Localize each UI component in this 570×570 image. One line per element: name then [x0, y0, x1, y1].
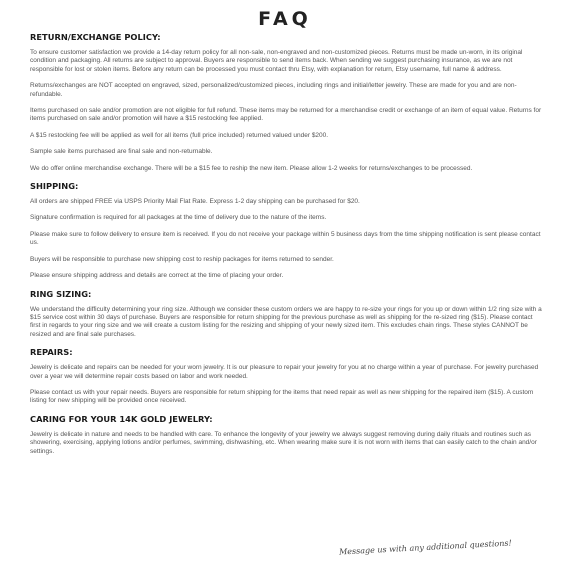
paragraph: Jewelry is delicate and repairs can be needed for your worn jewelry. It is our pleasure to repair your jewelry for you at no charge within a year of purchase. For jewelry purchased over a year we will determine repair costs based on labor and work needed. [30, 364, 539, 380]
paragraph: All orders are shipped FREE via USPS Priority Mail Flat Rate. Express 1-2 day shipping can be purchased for $20. [30, 198, 360, 206]
paragraph: Signature confirmation is required for all packages at the time of delivery due to the nature of the items. [30, 214, 327, 222]
page-title: FAQ [258, 8, 312, 30]
section-return-exchange [30, 32, 542, 173]
paragraph: A $15 restocking fee will be applied as well for all items (full price included) returned valued under $200. [30, 131, 329, 139]
section-heading: REPAIRS: [30, 347, 73, 358]
paragraph: Buyers will be responsible to purchase new shipping cost to reship packages for items returned to sender. [30, 255, 334, 263]
contact-signature: Message us with any additional questions! [339, 538, 513, 557]
paragraph: Please make sure to follow delivery to ensure item is received. If you do not receive your package within 5 business days from the time shipping notification is sent please contact us. [30, 230, 541, 247]
faq-content [30, 32, 542, 464]
paragraph: Jewelry is delicate in nature and needs to be handled with care. To enhance the longevity of your jewelry we always suggest removing during daily rituals and routines such as showering, exercising, applying lotions and/or perfumes, swimming, dishwashing, etc. When wearing make sure it is not worn with items that can easily catch to the chain and/or settings. [30, 430, 537, 455]
paragraph: Returns/exchanges are NOT accepted on engraved, sized, personalized/customized pieces, including rings and initial/letter jewelry. These are made for you and are non-refundable. [30, 82, 517, 98]
section-caring [30, 414, 542, 456]
paragraph: We understand the difficulty determining your ring size. Although we consider these custom orders we are happy to re-size your rings for you up or down within 1/2 ring size with a $15 service cost within 30 days of purchase. Buyers are responsible for return shipping for the previous purchase as well as shipping for the re-sized ring ($15). Please contact first in regards to your ring size and we will create a custom listing for the resizing and shipping of your newly sized item. This excludes chain rings. These styles CANNOT be resized and are final sale purchases. [30, 305, 542, 338]
paragraph: To ensure customer satisfaction we provide a 14-day return policy for all non-sale, non-engraved and non-customized pieces. Returns must be made un-worn, in its original condition and packaging. All returns are subject to approval. Buyers are responsible to send items back. When sending we suggest purchasing insurance, as we are not responsible for lost or stolen items. Before any return can be processed you must contact thru Etsy, with explanation for return, Etsy username, full name & address. [30, 49, 523, 73]
paragraph: We do offer online merchandise exchange. There will be a $15 fee to reship the new item. Please allow 1-2 weeks for returns/exchanges to be processed. [30, 164, 473, 172]
section-heading: RETURN/EXCHANGE POLICY: [30, 32, 161, 42]
section-repairs [30, 347, 542, 406]
section-heading: SHIPPING: [30, 181, 79, 192]
paragraph: Please contact us with your repair needs. Buyers are responsible for return shipping for the items that need repair as well as new shipping for the repaired item ($15). A custom listing for new shipping will be provided once received. [30, 388, 534, 405]
section-heading: RING SIZING: [30, 288, 92, 299]
section-heading: CARING FOR YOUR 14K GOLD JEWELRY: [30, 413, 213, 424]
paragraph: Items purchased on sale and/or promotion are not eligible for full refund. These items may be returned for a merchandise credit or exchange of an item of equal value. Returns for items purchased on sale and/or promotion will have a $15 restocking fee applied. [30, 107, 542, 123]
paragraph: Please ensure shipping address and details are correct at the time of placing your order. [30, 272, 284, 280]
section-ring-sizing [30, 289, 542, 340]
paragraph: Sample sale items purchased are final sale and non-returnable. [30, 148, 213, 156]
section-shipping [30, 181, 542, 280]
